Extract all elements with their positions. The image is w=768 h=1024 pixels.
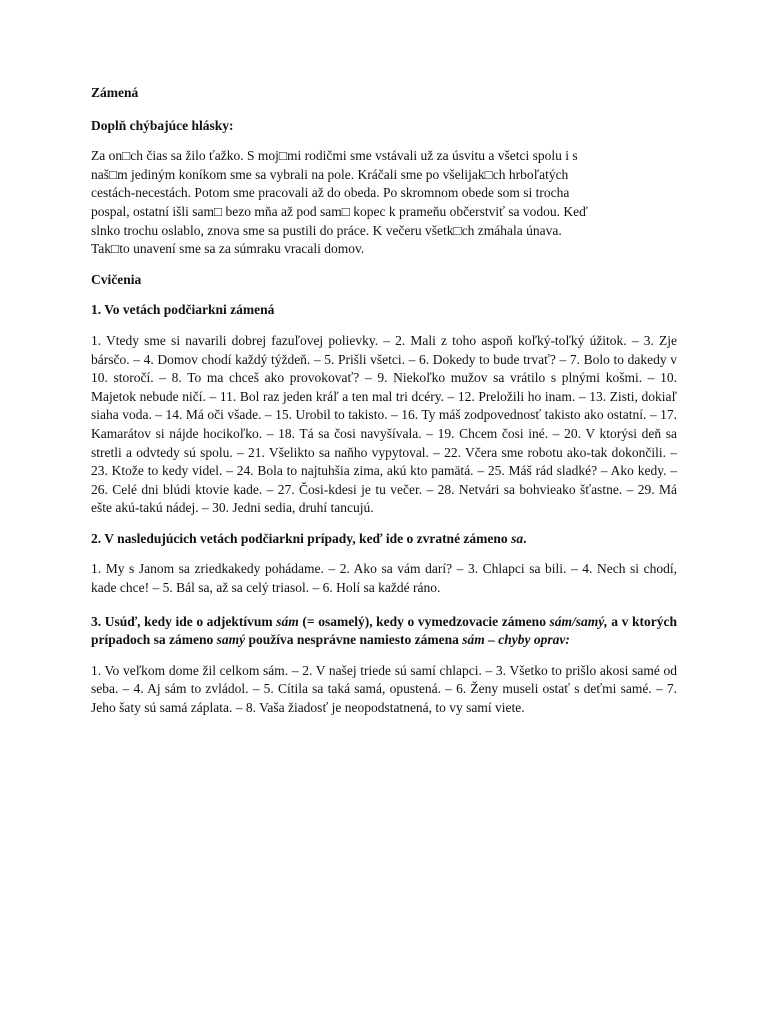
exercise-3-text: 1. Vo veľkom dome žil celkom sám. – 2. V našej triede sú samí chlapci. – 3. Všetko to prišlo akosi samé od seba. – 4. Aj sám to zvládol. – 5. Cítila sa taká samá, opustená. – 6. Ženy museli ostať s deťmi samé. – 7. Jeho šaty sú samá záplata. – 8. Vaša žiadosť je neopodstatnená, to vy samí viete. xyxy=(91,662,677,716)
exercise-3-heading-part: a v ktorých prípadoch sa zámeno xyxy=(91,613,677,648)
exercise-3-heading-part: sám/samý, xyxy=(549,613,608,629)
exercise-2-heading xyxy=(91,530,677,549)
fill-in-line: Za on□ch čias sa žilo ťažko. S moj□mi rodičmi sme vstávali už za úsvitu a všetci spolu i s xyxy=(91,148,578,164)
fill-in-line: pospal, ostatní išli sam□ bezo mňa až pod sam□ kopec k prameňu občerstviť sa vodou. Keď xyxy=(91,203,588,219)
exercise-1-text: 1. Vtedy sme si navarili dobrej fazuľovej polievky. – 2. Mali z toho aspoň koľký-toľký úžitok. – 3. Zje bársčo. – 4. Domov chodí každý týždeň. – 5. Prišli všetci. – 6. Dokedy to bude trvať? – 7. Bolo to dakedy v 10. storočí. – 8. To ma chceš ako provokovať? – 9. Niekoľko mužov sa vrátilo s plnými košmi. – 10. Majetok nebude ničí. – 11. Bol raz jeden kráľ a ten mal tri dcéry. – 12. Preložili ho inam. – 13. Zisti, dokiaľ siaha voda. – 14. Má oči všade. – 15. Urobil to takisto. – 16. Ty máš zodpovednosť takisto ako ostatní. – 17. Kamarátov si nájde hocikoľko. – 18. Tá sa čosi navyšívala. – 19. Chcem čosi iné. – 20. V ktorýsi deň sa stretli a odvtedy sú spolu. – 21. Všelikto sa naňho vypytoval. – 22. Včera sme robotu ako-tak dokončili. – 23. Ktože to kedy videl. – 24. Bola to najtuhšia zima, akú kto pamätá. – 25. Máš rád sladké? – Ako kedy. – 26. Celé dni blúdi ktovie kade. – 27. Čosi-kdesi je tu večer. – 28. Netvári sa bohvieako šťastne. – 29. Má ešte akú-takú nádej. – 30. Jedni sedia, druhí tancujú. xyxy=(91,332,677,516)
page-title: Zámená xyxy=(91,85,139,100)
fill-in-heading: Doplň chýbajúce hlásky: xyxy=(91,117,234,133)
exercise-3-heading xyxy=(91,613,677,650)
exercise-2-heading-part: sa xyxy=(511,530,524,546)
exercise-3-heading-part: používa nesprávne namiesto zámena xyxy=(245,632,463,648)
fill-in-line: slnko trochu oslablo, znova sme sa pustili do práce. K večeru všetk□ch zmáhala únava. xyxy=(91,222,562,238)
exercise-3-heading-part: 3. Usúď, kedy ide o adjektívum xyxy=(91,613,277,629)
fill-in-paragraph xyxy=(91,147,677,259)
worksheet-page xyxy=(91,84,677,732)
exercise-3-heading-part: sám xyxy=(276,613,299,629)
fill-in-line: naš□m jediným koníkom sme sa vybrali na pole. Kráčali sme po všelijak□ch hrboľatých xyxy=(91,166,569,182)
fill-in-line: cestách-necestách. Potom sme pracovali až do obeda. Po skromnom obede som si trocha xyxy=(91,185,570,201)
exercise-2-heading-part: . xyxy=(523,530,527,546)
exercise-1-heading: 1. Vo vetách podčiarkni zámená xyxy=(91,302,275,318)
exercise-3-heading-part: sám – chyby oprav: xyxy=(462,632,570,648)
exercise-3-heading-part: samý xyxy=(216,632,246,648)
exercises-heading: Cvičenia xyxy=(91,271,142,287)
exercise-3-heading-part: (= osamelý), kedy o vymedzovacie zámeno xyxy=(298,613,550,629)
exercise-2-heading-part: 2. V nasledujúcich vetách podčiarkni prípady, keď ide o zvratné zámeno xyxy=(91,530,512,546)
fill-in-line: Tak□to unavení sme sa za súmraku vracali domov. xyxy=(91,241,365,257)
exercise-2-text: 1. My s Janom sa zriedkakedy pohádame. – 2. Ako sa vám darí? – 3. Chlapci sa bili. – 4. Nech si chodí, kade chce! – 5. Bál sa, až sa celý triasol. – 6. Holí sa každé ráno. xyxy=(91,561,677,596)
